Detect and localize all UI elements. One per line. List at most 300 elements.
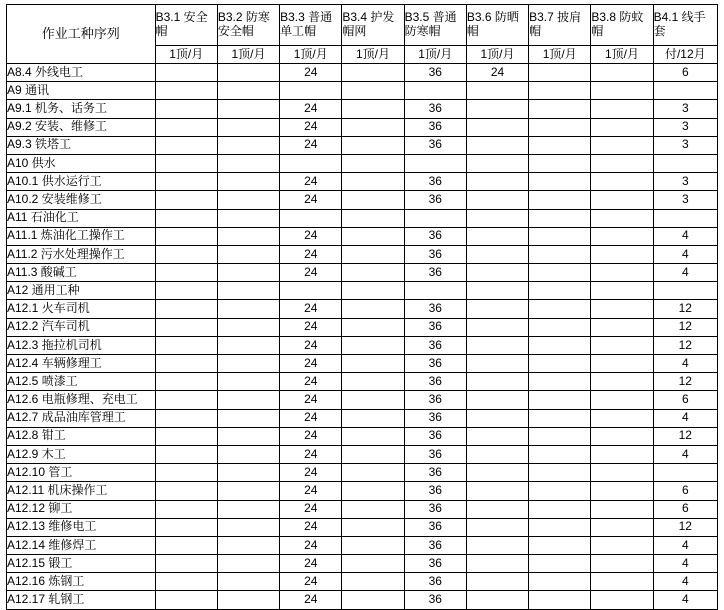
cell-value [466,591,528,609]
header-row-titles [7,5,718,46]
cell-value [155,154,217,172]
table-body [7,64,718,610]
cell-value: 24 [280,264,342,282]
cell-value: 4 [653,227,717,245]
cell-value [591,464,653,482]
cell-value [217,318,279,336]
cell-value: 24 [280,409,342,427]
cell-value [217,64,279,82]
cell-value [155,482,217,500]
cell-value [155,300,217,318]
cell-value: 4 [653,409,717,427]
row-label: A11.1 炼油化工操作工 [7,227,156,245]
unit-cell-b41: 付/12月 [653,46,717,64]
row-label: A12.7 成品油库管理工 [7,409,156,427]
cell-value: 36 [404,355,466,373]
cell-value [529,154,591,172]
unit-cell-b37: 1顶/月 [529,46,591,64]
table-row [7,209,718,227]
cell-value [342,300,404,318]
table-row [7,391,718,409]
unit-cell-b35: 1顶/月 [404,46,466,64]
cell-value: 24 [280,173,342,191]
cell-value [342,136,404,154]
table-row [7,591,718,609]
unit-cell-b38: 1顶/月 [591,46,653,64]
cell-value: 6 [653,391,717,409]
cell-value [217,427,279,445]
row-label: A12.10 管工 [7,464,156,482]
column-header-b34 [342,5,404,46]
cell-value [591,154,653,172]
cell-value: 4 [653,264,717,282]
cell-value: 4 [653,355,717,373]
cell-value: 36 [404,464,466,482]
row-label: A11.2 污水处理操作工 [7,245,156,263]
cell-value [217,500,279,518]
cell-value [280,209,342,227]
table-row [7,555,718,573]
cell-value [342,318,404,336]
cell-value [466,118,528,136]
cell-value [217,136,279,154]
cell-value [591,118,653,136]
cell-value [466,245,528,263]
cell-value [155,82,217,100]
cell-value [342,518,404,536]
cell-value: 4 [653,573,717,591]
table-row [7,136,718,154]
row-label: A12.15 锻工 [7,555,156,573]
cell-value [591,282,653,300]
cell-value [591,355,653,373]
cell-value [529,555,591,573]
cell-value [529,536,591,554]
cell-value [529,100,591,118]
cell-value [466,136,528,154]
cell-value [155,100,217,118]
ppe-allocation-sheet [6,4,718,610]
cell-value [529,173,591,191]
corner-header: 作业工种序列 [7,5,156,64]
cell-value: 24 [280,445,342,463]
cell-value [217,464,279,482]
row-label: A10 供水 [7,154,156,172]
cell-value: 24 [280,100,342,118]
cell-value: 36 [404,100,466,118]
cell-value [529,282,591,300]
cell-value: 36 [404,518,466,536]
cell-value: 36 [404,445,466,463]
cell-value [529,518,591,536]
cell-value [217,591,279,609]
cell-value [466,318,528,336]
cell-value [529,464,591,482]
cell-value: 36 [404,373,466,391]
cell-value [529,264,591,282]
cell-value [591,391,653,409]
cell-value [155,118,217,136]
cell-value: 24 [280,500,342,518]
cell-value: 4 [653,555,717,573]
cell-value: 24 [280,591,342,609]
cell-value [466,500,528,518]
cell-value [653,209,717,227]
cell-value [529,336,591,354]
cell-value [342,118,404,136]
cell-value [217,391,279,409]
cell-value: 3 [653,136,717,154]
cell-value [591,318,653,336]
cell-value [217,300,279,318]
row-label: A12.3 拖拉机司机 [7,336,156,354]
cell-value [529,573,591,591]
column-code: B3.1 [155,10,181,25]
cell-value [342,173,404,191]
cell-value [466,336,528,354]
column-header-b41 [653,5,717,46]
table-row [7,82,718,100]
row-label: A11 石油化工 [7,209,156,227]
cell-value [342,64,404,82]
column-header-b33 [280,5,342,46]
cell-value [155,191,217,209]
cell-value: 4 [653,245,717,263]
cell-value [529,318,591,336]
cell-value: 36 [404,173,466,191]
column-header-b32 [217,5,279,46]
cell-value [280,82,342,100]
table-row [7,336,718,354]
cell-value: 3 [653,100,717,118]
row-label: A12.4 车辆修理工 [7,355,156,373]
cell-value [342,500,404,518]
cell-value: 36 [404,427,466,445]
table-row [7,409,718,427]
cell-value [342,391,404,409]
cell-value [529,591,591,609]
column-header-b36 [466,5,528,46]
column-name: 防蚊帽 [591,10,644,38]
cell-value [217,536,279,554]
cell-value [404,209,466,227]
cell-value [217,227,279,245]
cell-value [529,373,591,391]
cell-value [217,191,279,209]
cell-value [217,573,279,591]
cell-value [404,154,466,172]
cell-value [529,227,591,245]
cell-value [280,154,342,172]
table-row [7,482,718,500]
cell-value [155,173,217,191]
row-label: A12.17 轧钢工 [7,591,156,609]
cell-value [155,573,217,591]
table-row [7,355,718,373]
cell-value [591,518,653,536]
column-code: B3.8 [591,10,617,25]
unit-cell-b31: 1顶/月 [155,46,217,64]
cell-value: 24 [280,336,342,354]
cell-value [155,355,217,373]
row-label: A12.9 木工 [7,445,156,463]
cell-value: 36 [404,591,466,609]
cell-value: 36 [404,555,466,573]
cell-value: 36 [404,64,466,82]
cell-value [466,482,528,500]
column-code: B3.6 [466,10,492,25]
cell-value [217,555,279,573]
cell-value: 12 [653,300,717,318]
cell-value [529,500,591,518]
cell-value [466,391,528,409]
cell-value [591,100,653,118]
cell-value [155,500,217,518]
cell-value: 24 [280,464,342,482]
cell-value [529,427,591,445]
cell-value [155,409,217,427]
table-row [7,464,718,482]
cell-value [342,264,404,282]
column-name: 线手套 [653,10,706,38]
cell-value [591,482,653,500]
table-row [7,64,718,82]
cell-value [591,591,653,609]
column-header-b37 [529,5,591,46]
column-name: 披肩帽 [529,10,582,38]
cell-value [217,245,279,263]
row-label: A9.3 铁塔工 [7,136,156,154]
table-row [7,300,718,318]
column-code: B4.1 [653,10,679,25]
cell-value [155,136,217,154]
cell-value [217,282,279,300]
cell-value: 24 [280,64,342,82]
cell-value [466,555,528,573]
cell-value: 24 [280,300,342,318]
row-label: A12.1 火车司机 [7,300,156,318]
cell-value [591,536,653,554]
column-code: B3.5 [404,10,430,25]
cell-value [155,373,217,391]
cell-value: 12 [653,336,717,354]
cell-value: 24 [280,518,342,536]
cell-value [155,536,217,554]
cell-value: 24 [280,427,342,445]
cell-value [217,445,279,463]
cell-value [591,573,653,591]
cell-value [217,154,279,172]
cell-value: 24 [280,391,342,409]
cell-value [217,373,279,391]
column-name: 安全帽 [155,10,208,38]
cell-value: 12 [653,427,717,445]
cell-value [591,245,653,263]
column-name: 护发帽网 [342,10,395,38]
unit-cell-b34: 1顶/月 [342,46,404,64]
cell-value [155,391,217,409]
table-row [7,318,718,336]
cell-value [591,427,653,445]
cell-value: 36 [404,391,466,409]
cell-value [466,264,528,282]
cell-value [155,427,217,445]
cell-value [591,82,653,100]
row-label: A9.1 机务、话务工 [7,100,156,118]
cell-value: 36 [404,409,466,427]
cell-value [155,227,217,245]
cell-value: 24 [280,536,342,554]
cell-value [529,391,591,409]
cell-value [155,336,217,354]
cell-value [217,173,279,191]
column-header-b31 [155,5,217,46]
table-header [7,5,718,64]
row-label: A12 通用工种 [7,282,156,300]
cell-value [529,245,591,263]
cell-value [466,227,528,245]
cell-value [529,64,591,82]
cell-value [529,445,591,463]
cell-value: 6 [653,64,717,82]
cell-value [217,264,279,282]
row-label: A12.12 铆工 [7,500,156,518]
cell-value [466,573,528,591]
cell-value [342,100,404,118]
cell-value [591,336,653,354]
table-row [7,282,718,300]
cell-value: 36 [404,318,466,336]
cell-value: 24 [280,355,342,373]
cell-value [342,536,404,554]
row-label: A12.14 维修焊工 [7,536,156,554]
table-row [7,518,718,536]
cell-value [217,118,279,136]
row-label: A9.2 安装、维修工 [7,118,156,136]
column-name: 普通防寒帽 [404,10,457,38]
cell-value: 36 [404,536,466,554]
cell-value [591,373,653,391]
cell-value [404,82,466,100]
row-label: A9 通讯 [7,82,156,100]
cell-value [529,300,591,318]
row-label: A12.8 钳工 [7,427,156,445]
cell-value [466,373,528,391]
cell-value [466,536,528,554]
cell-value [342,591,404,609]
row-label: A8.4 外线电工 [7,64,156,82]
column-code: B3.3 [280,10,305,25]
cell-value [591,445,653,463]
table-row [7,227,718,245]
cell-value [591,209,653,227]
cell-value [591,136,653,154]
cell-value [155,318,217,336]
cell-value: 4 [653,445,717,463]
cell-value [466,409,528,427]
cell-value: 3 [653,191,717,209]
cell-value [591,64,653,82]
cell-value [529,209,591,227]
cell-value [466,100,528,118]
cell-value [217,336,279,354]
column-header-b38 [591,5,653,46]
cell-value: 24 [280,136,342,154]
cell-value [591,264,653,282]
cell-value [217,518,279,536]
cell-value: 24 [280,118,342,136]
cell-value [342,555,404,573]
cell-value: 36 [404,500,466,518]
cell-value [529,409,591,427]
table-row [7,500,718,518]
unit-cell-b33: 1顶/月 [280,46,342,64]
table-row [7,245,718,263]
cell-value [466,82,528,100]
cell-value: 36 [404,573,466,591]
cell-value [155,64,217,82]
row-label: A12.5 喷漆工 [7,373,156,391]
row-label: A11.3 酸碱工 [7,264,156,282]
cell-value [342,209,404,227]
cell-value [342,373,404,391]
cell-value [653,282,717,300]
cell-value: 24 [280,227,342,245]
cell-value [155,209,217,227]
cell-value [591,555,653,573]
cell-value [591,300,653,318]
cell-value [342,427,404,445]
cell-value: 4 [653,591,717,609]
cell-value: 36 [404,227,466,245]
cell-value: 24 [466,64,528,82]
cell-value [155,245,217,263]
row-label: A12.6 电瓶修理、充电工 [7,391,156,409]
cell-value [653,154,717,172]
table-row [7,573,718,591]
table-row [7,100,718,118]
row-label: A12.11 机床操作工 [7,482,156,500]
cell-value [217,355,279,373]
table-row [7,191,718,209]
cell-value: 24 [280,482,342,500]
cell-value [342,154,404,172]
cell-value [466,518,528,536]
cell-value: 36 [404,136,466,154]
table-row [7,427,718,445]
cell-value [155,591,217,609]
cell-value: 36 [404,336,466,354]
cell-value [217,100,279,118]
cell-value [591,409,653,427]
cell-value: 12 [653,373,717,391]
cell-value: 36 [404,300,466,318]
cell-value [466,355,528,373]
cell-value: 36 [404,191,466,209]
cell-value: 4 [653,536,717,554]
cell-value [529,191,591,209]
cell-value [466,300,528,318]
cell-value [466,209,528,227]
cell-value: 24 [280,191,342,209]
unit-cell-b32: 1顶/月 [217,46,279,64]
row-label: A10.2 安装维修工 [7,191,156,209]
row-label: A12.2 汽车司机 [7,318,156,336]
row-label: A12.13 维修电工 [7,518,156,536]
cell-value: 24 [280,245,342,263]
cell-value [404,282,466,300]
cell-value [155,445,217,463]
